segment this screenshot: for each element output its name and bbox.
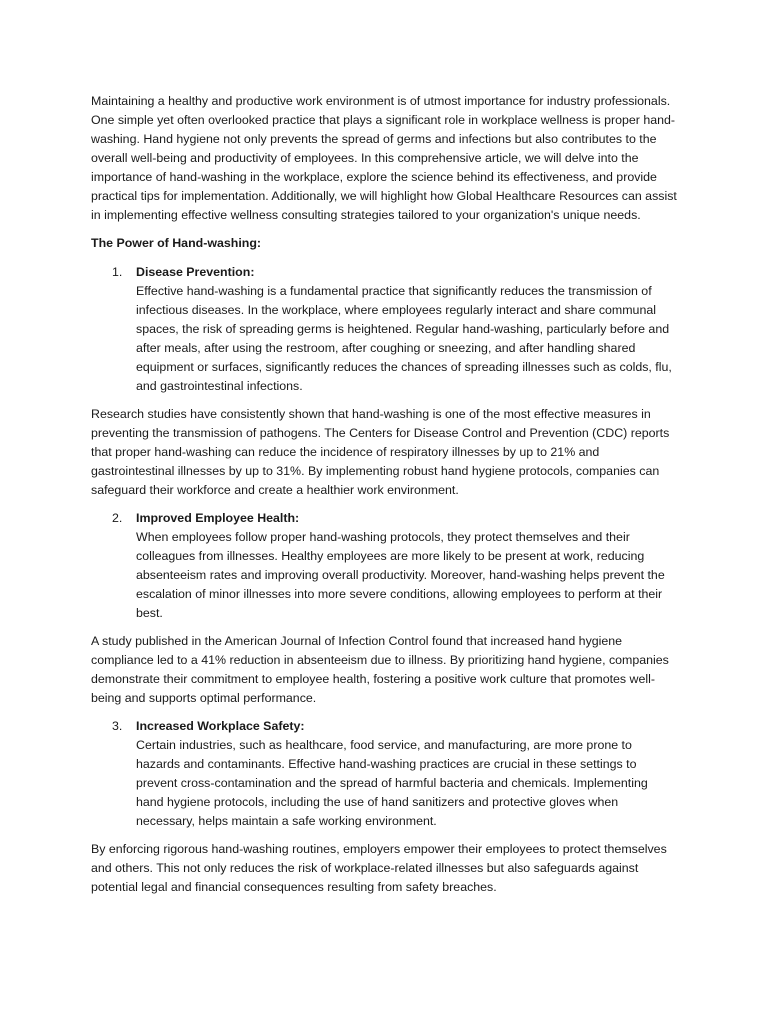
list-item-body: Certain industries, such as healthcare, food service, and manufacturing, are more prone to hazards and contaminants. Effective hand-washing practices are crucial in these settings to prevent cross-contamination and the spread of harmful bacteria and chemicals. Implementing hand hygiene protocols, including the use of hand sanitizers and protective gloves when necessary, helps maintain a safe working environment. [136, 738, 648, 828]
list-item-increased-workplace-safety [91, 717, 677, 831]
section-heading: The Power of Hand-washing: [91, 236, 262, 250]
document-page [91, 92, 677, 906]
list-item-title: Improved Employee Health: [136, 511, 300, 525]
list-item-body: Effective hand-washing is a fundamental practice that significantly reduces the transmission of infectious diseases. In the workplace, where employees regularly interact and share communal spaces, the risk of spreading germs is heightened. Regular hand-washing, particularly before and after meals, after using the restroom, after coughing or sneezing, and after handling shared equipment or surfaces, significantly reduces the chances of spreading illnesses such as colds, flu, and gastrointestinal infections. [136, 284, 672, 393]
list-item-body: When employees follow proper hand-washing protocols, they protect themselves and their colleagues from illnesses. Healthy employees are more likely to be present at work, reducing absenteeism rates and improving overall productivity. Moreover, hand-washing helps prevent the escalation of minor illnesses into more severe conditions, allowing employees to perform at their best. [136, 530, 665, 620]
list-item-title: Disease Prevention: [136, 265, 255, 279]
list-item-title: Increased Workplace Safety: [136, 719, 305, 733]
intro-paragraph: Maintaining a healthy and productive work environment is of utmost importance for industry professionals. One simple yet often overlooked practice that plays a significant role in workplace wellness is proper hand-washing. Hand hygiene not only prevents the spread of germs and infections but also contributes to the overall well-being and productivity of employees. In this comprehensive article, we will delve into the importance of hand-washing in the workplace, explore the science behind its effectiveness, and provide practical tips for implementation. Additionally, we will highlight how Global Healthcare Resources can assist in implementing effective wellness consulting strategies tailored to your organization's unique needs. [91, 94, 677, 222]
list-number: 1. [112, 265, 123, 279]
followup-paragraph: A study published in the American Journal of Infection Control found that increased hand hygiene compliance led to a 41% reduction in absenteeism due to illness. By prioritizing hand hygiene, companies demonstrate their commitment to employee health, fostering a positive work culture that promotes well-being and supports optimal performance. [91, 634, 669, 705]
followup-paragraph: By enforcing rigorous hand-washing routines, employers empower their employees to protect themselves and others. This not only reduces the risk of workplace-related illnesses but also safeguards against potential legal and financial consequences resulting from safety breaches. [91, 842, 667, 894]
list-item-disease-prevention [91, 263, 677, 396]
followup-paragraph: Research studies have consistently shown that hand-washing is one of the most effective measures in preventing the transmission of pathogens. The Centers for Disease Control and Prevention (CDC) reports that proper hand-washing can reduce the incidence of respiratory illnesses by up to 21% and gastrointestinal illnesses by up to 31%. By implementing robust hand hygiene protocols, companies can safeguard their workforce and create a healthier work environment. [91, 407, 670, 497]
list-item-improved-employee-health [91, 509, 677, 623]
list-number: 3. [112, 719, 123, 733]
list-number: 2. [112, 511, 123, 525]
